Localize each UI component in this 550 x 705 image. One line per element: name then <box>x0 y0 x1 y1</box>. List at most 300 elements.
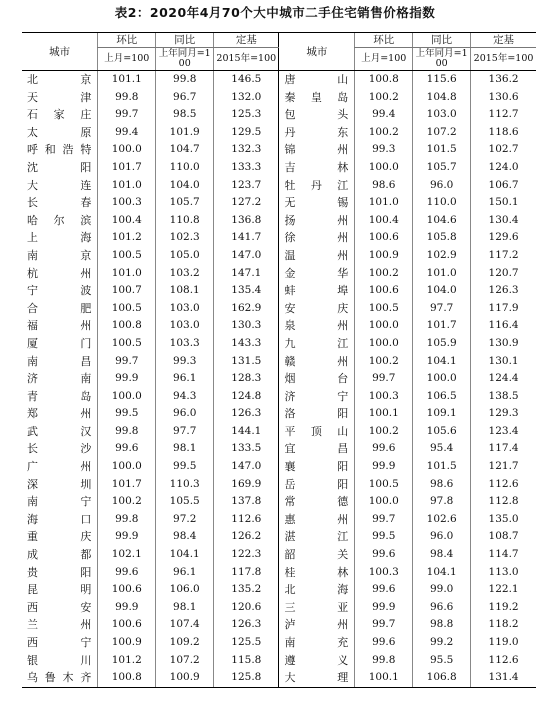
left-city-cell: 银川 <box>27 653 92 667</box>
table-row <box>22 282 536 300</box>
right-city-cell: 泸州 <box>279 616 355 634</box>
right-mom-cell: 100.1 <box>355 669 413 687</box>
left-city-cell: 南宁 <box>27 495 92 509</box>
left-mom-cell: 99.6 <box>98 564 156 582</box>
right-base-cell: 119.2 <box>471 599 536 617</box>
table-row <box>22 317 536 335</box>
right-base-cell: 130.6 <box>471 89 536 107</box>
table-row <box>22 476 536 494</box>
right-yoy-cell: 104.0 <box>413 282 471 300</box>
left-mom-cell: 100.9 <box>98 634 156 652</box>
right-mom-cell: 98.6 <box>355 177 413 195</box>
left-yoy-cell: 108.1 <box>156 282 214 300</box>
left-mom-cell: 99.8 <box>98 423 156 441</box>
right-mom-cell: 99.6 <box>355 546 413 564</box>
right-base-cell: 130.1 <box>471 353 536 371</box>
table-row <box>22 106 536 124</box>
left-base-cell: 136.8 <box>214 212 279 230</box>
left-city-cell: 贵阳 <box>27 565 92 579</box>
right-mom-cell: 99.9 <box>355 458 413 476</box>
city-header-right: 城市 <box>279 33 355 71</box>
left-city-cell: 广州 <box>27 460 92 474</box>
right-city-cell: 南充 <box>279 634 355 652</box>
left-city-cell: 哈尔滨 <box>27 213 92 227</box>
left-base-cell: 135.2 <box>214 581 279 599</box>
left-base-cell: 112.6 <box>214 511 279 529</box>
right-mom-cell: 100.9 <box>355 247 413 265</box>
right-mom-cell: 100.4 <box>355 212 413 230</box>
left-yoy-cell: 100.9 <box>156 669 214 687</box>
left-yoy-cell: 96.1 <box>156 564 214 582</box>
left-yoy-cell: 104.1 <box>156 546 214 564</box>
right-yoy-cell: 98.6 <box>413 476 471 494</box>
right-city-cell: 蚌埠 <box>279 282 355 300</box>
right-mom-cell: 100.0 <box>355 317 413 335</box>
right-yoy-cell: 102.6 <box>413 511 471 529</box>
table-row <box>22 581 536 599</box>
left-city-cell: 青岛 <box>27 389 92 403</box>
left-base-cell: 129.5 <box>214 124 279 142</box>
right-base-cell: 135.0 <box>471 511 536 529</box>
right-yoy-cell: 96.0 <box>413 528 471 546</box>
left-yoy-cell: 110.8 <box>156 212 214 230</box>
left-yoy-cell: 97.2 <box>156 511 214 529</box>
right-yoy-cell: 98.8 <box>413 616 471 634</box>
left-city-cell: 海口 <box>27 512 92 526</box>
right-city-cell: 徐州 <box>279 229 355 247</box>
table-row <box>22 511 536 529</box>
yoy-subheader-left: 上年同月=100 <box>158 48 211 69</box>
right-city-cell: 常德 <box>279 493 355 511</box>
right-base-cell: 119.0 <box>471 634 536 652</box>
right-base-cell: 112.8 <box>471 493 536 511</box>
left-city-cell: 乌鲁木齐 <box>22 669 98 687</box>
left-city-cell: 长春 <box>27 196 92 210</box>
right-city-cell: 岳阳 <box>279 476 355 494</box>
left-yoy-cell: 107.4 <box>156 616 214 634</box>
right-base-cell: 112.6 <box>471 652 536 670</box>
right-base-cell: 136.2 <box>471 71 536 89</box>
left-base-cell: 123.7 <box>214 177 279 195</box>
right-city-cell: 唐山 <box>279 71 355 89</box>
right-yoy-cell: 97.8 <box>413 493 471 511</box>
right-base-cell: 118.2 <box>471 616 536 634</box>
right-base-cell: 113.0 <box>471 564 536 582</box>
left-base-cell: 125.5 <box>214 634 279 652</box>
right-base-cell: 130.9 <box>471 335 536 353</box>
right-base-cell: 123.4 <box>471 423 536 441</box>
table-row <box>22 335 536 353</box>
left-mom-cell: 100.6 <box>98 616 156 634</box>
right-city-cell: 扬州 <box>279 212 355 230</box>
left-yoy-cell: 103.0 <box>156 300 214 318</box>
left-base-cell: 127.2 <box>214 194 279 212</box>
right-yoy-cell: 101.7 <box>413 317 471 335</box>
left-yoy-cell: 105.5 <box>156 493 214 511</box>
left-yoy-cell: 98.5 <box>156 106 214 124</box>
left-city-cell: 太原 <box>27 125 92 139</box>
right-yoy-cell: 115.6 <box>413 71 471 89</box>
right-mom-cell: 100.0 <box>355 335 413 353</box>
right-yoy-cell: 96.0 <box>413 177 471 195</box>
left-city-cell: 长沙 <box>27 442 92 456</box>
left-mom-cell: 100.6 <box>98 581 156 599</box>
mom-header-right: 环比 <box>355 33 413 48</box>
table-row <box>22 564 536 582</box>
right-mom-cell: 99.6 <box>355 634 413 652</box>
right-mom-cell: 100.0 <box>355 493 413 511</box>
right-yoy-cell: 104.1 <box>413 564 471 582</box>
base-header-left: 定基 <box>214 33 279 48</box>
left-mom-cell: 99.4 <box>98 124 156 142</box>
left-city-cell: 郑州 <box>27 407 92 421</box>
table-row <box>22 141 536 159</box>
right-yoy-cell: 105.9 <box>413 335 471 353</box>
left-base-cell: 124.8 <box>214 388 279 406</box>
right-mom-cell: 100.2 <box>355 423 413 441</box>
left-city-cell: 石家庄 <box>27 108 92 122</box>
left-yoy-cell: 110.0 <box>156 159 214 177</box>
table-row <box>22 124 536 142</box>
right-city-cell: 大理 <box>279 669 355 687</box>
left-yoy-cell: 107.2 <box>156 652 214 670</box>
right-mom-cell: 100.0 <box>355 159 413 177</box>
right-yoy-cell: 109.1 <box>413 405 471 423</box>
left-yoy-cell: 103.3 <box>156 335 214 353</box>
left-yoy-cell: 96.0 <box>156 405 214 423</box>
right-mom-cell: 100.6 <box>355 282 413 300</box>
left-city-cell: 兰州 <box>27 618 92 632</box>
left-base-cell: 131.5 <box>214 353 279 371</box>
left-mom-cell: 100.2 <box>98 493 156 511</box>
left-yoy-cell: 99.3 <box>156 353 214 371</box>
table-body <box>22 71 536 688</box>
base-subheader-left: 2015年=100 <box>216 53 277 64</box>
left-mom-cell: 100.3 <box>98 194 156 212</box>
table-row <box>22 405 536 423</box>
table-row <box>22 300 536 318</box>
right-city-cell: 三亚 <box>279 599 355 617</box>
left-base-cell: 135.4 <box>214 282 279 300</box>
right-city-cell: 泉州 <box>279 317 355 335</box>
table-row <box>22 493 536 511</box>
left-base-cell: 132.0 <box>214 89 279 107</box>
right-city-cell: 金华 <box>279 265 355 283</box>
left-mom-cell: 99.7 <box>98 106 156 124</box>
left-city-cell: 南京 <box>27 248 92 262</box>
right-mom-cell: 99.4 <box>355 106 413 124</box>
left-yoy-cell: 102.3 <box>156 229 214 247</box>
right-yoy-cell: 107.2 <box>413 124 471 142</box>
left-mom-cell: 100.4 <box>98 212 156 230</box>
table-row <box>22 528 536 546</box>
right-yoy-cell: 101.5 <box>413 458 471 476</box>
left-base-cell: 147.1 <box>214 265 279 283</box>
right-base-cell: 121.7 <box>471 458 536 476</box>
right-mom-cell: 100.6 <box>355 229 413 247</box>
left-mom-cell: 99.7 <box>98 353 156 371</box>
table-row <box>22 546 536 564</box>
left-base-cell: 137.8 <box>214 493 279 511</box>
left-mom-cell: 101.7 <box>98 159 156 177</box>
left-base-cell: 143.3 <box>214 335 279 353</box>
left-city-cell: 福州 <box>27 319 92 333</box>
base-header-right: 定基 <box>471 33 536 48</box>
left-base-cell: 147.0 <box>214 247 279 265</box>
right-base-cell: 108.7 <box>471 528 536 546</box>
right-mom-cell: 99.5 <box>355 528 413 546</box>
table-row <box>22 194 536 212</box>
left-base-cell: 130.3 <box>214 317 279 335</box>
right-base-cell: 138.5 <box>471 388 536 406</box>
right-yoy-cell: 105.6 <box>413 423 471 441</box>
left-mom-cell: 99.8 <box>98 511 156 529</box>
right-yoy-cell: 99.2 <box>413 634 471 652</box>
table-row <box>22 159 536 177</box>
right-city-cell: 桂林 <box>279 564 355 582</box>
right-mom-cell: 100.1 <box>355 405 413 423</box>
left-mom-cell: 100.0 <box>98 458 156 476</box>
right-yoy-cell: 103.0 <box>413 106 471 124</box>
left-base-cell: 120.6 <box>214 599 279 617</box>
left-yoy-cell: 103.0 <box>156 317 214 335</box>
left-mom-cell: 102.1 <box>98 546 156 564</box>
left-city-cell: 厦门 <box>27 336 92 350</box>
right-yoy-cell: 104.1 <box>413 353 471 371</box>
table-row <box>22 265 536 283</box>
table-row <box>22 440 536 458</box>
right-yoy-cell: 105.7 <box>413 159 471 177</box>
table-row <box>22 458 536 476</box>
right-mom-cell: 100.3 <box>355 388 413 406</box>
right-yoy-cell: 97.7 <box>413 300 471 318</box>
left-mom-cell: 100.8 <box>98 317 156 335</box>
left-city-cell: 合肥 <box>27 301 92 315</box>
table-row <box>22 212 536 230</box>
left-mom-cell: 100.5 <box>98 300 156 318</box>
right-city-cell: 襄阳 <box>279 458 355 476</box>
left-base-cell: 141.7 <box>214 229 279 247</box>
left-mom-cell: 100.5 <box>98 247 156 265</box>
right-city-cell: 惠州 <box>279 511 355 529</box>
left-yoy-cell: 99.5 <box>156 458 214 476</box>
right-base-cell: 117.4 <box>471 440 536 458</box>
right-yoy-cell: 100.0 <box>413 370 471 388</box>
left-base-cell: 126.3 <box>214 405 279 423</box>
base-subheader-right: 2015年=100 <box>473 53 534 64</box>
right-mom-cell: 100.2 <box>355 124 413 142</box>
right-yoy-cell: 101.5 <box>413 141 471 159</box>
table-row <box>22 652 536 670</box>
right-mom-cell: 100.5 <box>355 476 413 494</box>
left-city-cell: 西宁 <box>27 636 92 649</box>
right-base-cell: 117.2 <box>471 247 536 265</box>
left-yoy-cell: 98.1 <box>156 599 214 617</box>
left-base-cell: 122.3 <box>214 546 279 564</box>
right-yoy-cell: 98.4 <box>413 546 471 564</box>
table-row <box>22 423 536 441</box>
left-city-cell: 武汉 <box>27 424 92 438</box>
right-yoy-cell: 102.9 <box>413 247 471 265</box>
left-base-cell: 133.5 <box>214 440 279 458</box>
left-yoy-cell: 104.0 <box>156 177 214 195</box>
left-mom-cell: 101.0 <box>98 265 156 283</box>
left-yoy-cell: 96.1 <box>156 370 214 388</box>
right-base-cell: 122.1 <box>471 581 536 599</box>
left-mom-cell: 100.0 <box>98 388 156 406</box>
left-yoy-cell: 98.4 <box>156 528 214 546</box>
left-city-cell: 南昌 <box>27 354 92 368</box>
left-base-cell: 125.8 <box>214 669 279 687</box>
right-yoy-cell: 95.5 <box>413 652 471 670</box>
left-city-cell: 深圳 <box>27 477 92 491</box>
right-mom-cell: 99.7 <box>355 616 413 634</box>
left-yoy-cell: 96.7 <box>156 89 214 107</box>
left-yoy-cell: 101.9 <box>156 124 214 142</box>
right-mom-cell: 100.2 <box>355 265 413 283</box>
table-row <box>22 616 536 634</box>
left-yoy-cell: 109.2 <box>156 634 214 652</box>
left-mom-cell: 99.6 <box>98 440 156 458</box>
right-city-cell: 九江 <box>279 335 355 353</box>
right-city-cell: 烟台 <box>279 370 355 388</box>
table-row <box>22 669 536 687</box>
right-base-cell: 126.3 <box>471 282 536 300</box>
right-city-cell: 安庆 <box>279 300 355 318</box>
right-city-cell: 洛阳 <box>279 405 355 423</box>
right-base-cell: 124.4 <box>471 370 536 388</box>
left-city-cell: 济南 <box>27 372 92 386</box>
left-yoy-cell: 99.8 <box>156 71 214 89</box>
right-mom-cell: 99.7 <box>355 511 413 529</box>
left-city-cell: 沈阳 <box>27 160 92 174</box>
left-base-cell: 133.3 <box>214 159 279 177</box>
left-base-cell: 126.2 <box>214 528 279 546</box>
table-row <box>22 89 536 107</box>
left-yoy-cell: 105.0 <box>156 247 214 265</box>
right-mom-cell: 100.5 <box>355 300 413 318</box>
right-base-cell: 124.0 <box>471 159 536 177</box>
right-base-cell: 112.7 <box>471 106 536 124</box>
yoy-header-right: 同比 <box>413 33 471 48</box>
right-city-cell: 丹东 <box>279 124 355 142</box>
right-yoy-cell: 96.6 <box>413 599 471 617</box>
right-base-cell: 120.7 <box>471 265 536 283</box>
yoy-subheader-right: 上年同月=100 <box>415 48 468 69</box>
right-yoy-cell: 104.6 <box>413 212 471 230</box>
left-mom-cell: 101.2 <box>98 652 156 670</box>
right-base-cell: 117.9 <box>471 300 536 318</box>
left-yoy-cell: 110.3 <box>156 476 214 494</box>
city-header-left: 城市 <box>22 33 98 71</box>
mom-header-left: 环比 <box>98 33 156 48</box>
right-yoy-cell: 101.0 <box>413 265 471 283</box>
table-row <box>22 370 536 388</box>
right-yoy-cell: 106.8 <box>413 669 471 687</box>
right-city-cell: 吉林 <box>279 159 355 177</box>
price-index-table <box>22 32 536 688</box>
right-base-cell: 131.4 <box>471 669 536 687</box>
right-base-cell: 129.3 <box>471 405 536 423</box>
left-mom-cell: 101.0 <box>98 177 156 195</box>
right-city-cell: 宜昌 <box>279 440 355 458</box>
left-mom-cell: 100.7 <box>98 282 156 300</box>
right-yoy-cell: 110.0 <box>413 194 471 212</box>
left-mom-cell: 99.9 <box>98 599 156 617</box>
left-city-cell: 天津 <box>27 90 92 104</box>
right-base-cell: 112.6 <box>471 476 536 494</box>
right-mom-cell: 99.7 <box>355 370 413 388</box>
right-city-cell: 济宁 <box>279 388 355 406</box>
left-base-cell: 132.3 <box>214 141 279 159</box>
table-row <box>22 599 536 617</box>
right-base-cell: 129.6 <box>471 229 536 247</box>
table-row <box>22 229 536 247</box>
left-city-cell: 大连 <box>27 178 92 192</box>
header-row-top <box>22 33 536 48</box>
left-mom-cell: 99.8 <box>98 89 156 107</box>
left-yoy-cell: 106.0 <box>156 581 214 599</box>
left-mom-cell: 101.1 <box>98 71 156 89</box>
right-base-cell: 116.4 <box>471 317 536 335</box>
right-yoy-cell: 106.5 <box>413 388 471 406</box>
table-row <box>22 388 536 406</box>
right-city-cell: 湛江 <box>279 528 355 546</box>
left-base-cell: 125.3 <box>214 106 279 124</box>
left-yoy-cell: 104.7 <box>156 141 214 159</box>
right-base-cell: 118.6 <box>471 124 536 142</box>
left-city-cell: 北京 <box>27 73 92 86</box>
left-yoy-cell: 97.7 <box>156 423 214 441</box>
left-base-cell: 126.3 <box>214 616 279 634</box>
left-base-cell: 146.5 <box>214 71 279 89</box>
left-base-cell: 128.3 <box>214 370 279 388</box>
right-mom-cell: 101.0 <box>355 194 413 212</box>
right-mom-cell: 99.6 <box>355 440 413 458</box>
right-mom-cell: 99.6 <box>355 581 413 599</box>
right-city-cell: 锦州 <box>279 141 355 159</box>
right-yoy-cell: 105.8 <box>413 229 471 247</box>
table-row <box>22 177 536 195</box>
left-base-cell: 169.9 <box>214 476 279 494</box>
right-mom-cell: 99.3 <box>355 141 413 159</box>
left-yoy-cell: 105.7 <box>156 194 214 212</box>
table-title: 表2：2020年4月70个大中城市二手住宅销售价格指数 <box>114 5 436 20</box>
left-city-cell: 上海 <box>27 231 92 245</box>
mom-subheader-right: 上月=100 <box>361 53 407 64</box>
left-yoy-cell: 98.1 <box>156 440 214 458</box>
left-yoy-cell: 94.3 <box>156 388 214 406</box>
mom-subheader-left: 上月=100 <box>104 53 150 64</box>
left-base-cell: 115.8 <box>214 652 279 670</box>
left-base-cell: 162.9 <box>214 300 279 318</box>
right-city-cell: 韶关 <box>279 546 355 564</box>
right-city-cell: 温州 <box>279 247 355 265</box>
table-row <box>22 634 536 652</box>
right-mom-cell: 100.8 <box>355 71 413 89</box>
left-mom-cell: 100.5 <box>98 335 156 353</box>
right-city-cell: 赣州 <box>279 353 355 371</box>
right-city-cell: 牡丹江 <box>279 177 355 195</box>
right-mom-cell: 100.2 <box>355 353 413 371</box>
left-city-cell: 重庆 <box>27 530 92 544</box>
left-city-cell: 杭州 <box>27 266 92 280</box>
right-mom-cell: 100.2 <box>355 89 413 107</box>
left-city-cell: 呼和浩特 <box>27 143 92 157</box>
left-mom-cell: 99.9 <box>98 528 156 546</box>
left-city-cell: 昆明 <box>27 583 92 597</box>
right-city-cell: 包头 <box>279 106 355 124</box>
